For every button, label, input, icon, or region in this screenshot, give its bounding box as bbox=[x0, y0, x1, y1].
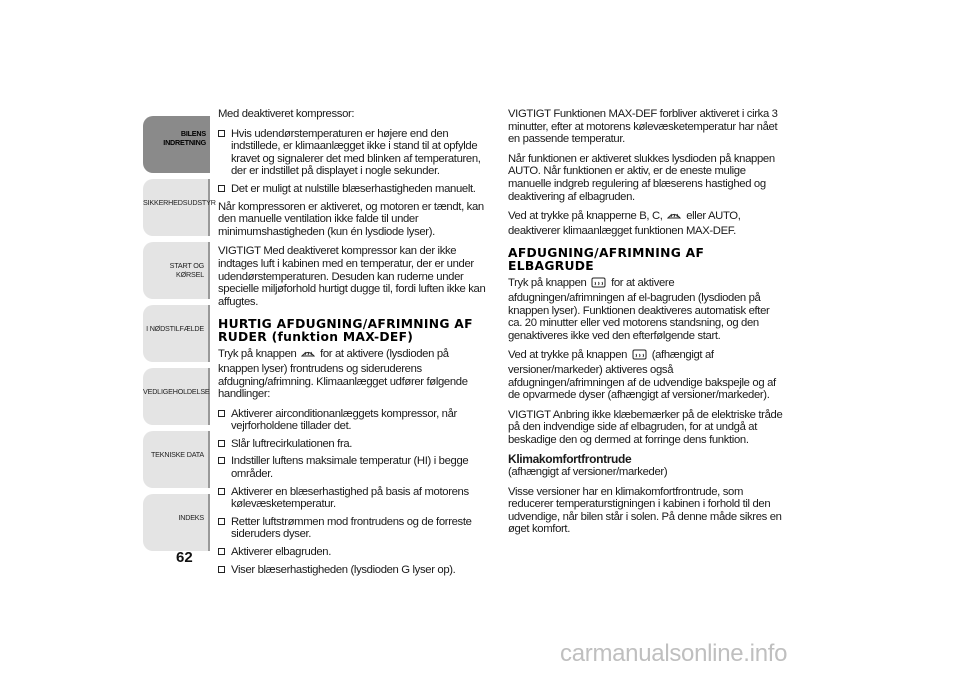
list-item bbox=[218, 455, 490, 480]
paragraph: Når kompressoren er aktiveret, og motoren er tændt, kan den manuelle ventilation ikke falde til under minimumshastigheden (kun én lysdiode lyser). bbox=[218, 200, 484, 238]
tab-label: BILENS bbox=[180, 129, 206, 138]
list-item-text: Aktiverer elbagruden. bbox=[231, 546, 332, 559]
tab-i-nodstilfaelde[interactable] bbox=[143, 305, 210, 362]
list-item-text: Retter luftstrømmen mod frontrudens og de forreste sideruders dyser. bbox=[231, 515, 472, 541]
checkbox-bullet-icon bbox=[218, 548, 225, 555]
left-column bbox=[218, 108, 490, 581]
tab-label: INDEKS bbox=[178, 513, 204, 522]
list-item-text: Viser blæserhastigheden (lysdioden G lyser op). bbox=[231, 563, 456, 576]
list-item-text: Hvis udendørstemperaturen er højere end den indstillede, er klimaanlægget ikke i stand til at opfylde kravet og signalerer det med blinken af temperaturen, der er indstillet på displayet i nogle sekunder. bbox=[231, 127, 481, 178]
tab-label: I NØDSTILFÆLDE bbox=[146, 324, 204, 333]
version-note: (afhængigt af versioner/markeder) bbox=[508, 466, 668, 479]
paragraph: Med deaktiveret kompressor: bbox=[218, 108, 355, 120]
tab-start-og-korsel[interactable] bbox=[143, 242, 210, 299]
tab-label: INDRETNING bbox=[163, 138, 206, 147]
text: Ved at trykke på knappen bbox=[508, 349, 628, 362]
page-number: 62 bbox=[176, 549, 193, 566]
rear-defrost-icon bbox=[632, 349, 647, 364]
tab-indeks[interactable] bbox=[143, 494, 210, 551]
tab-bilens-indretning[interactable] bbox=[143, 116, 210, 173]
list-item bbox=[218, 516, 490, 541]
paragraph bbox=[508, 277, 784, 342]
paragraph bbox=[508, 349, 784, 401]
tab-label: TEKNISKE DATA bbox=[150, 450, 204, 459]
list-item-text: Det er muligt at nulstille blæserhastigheden manuelt. bbox=[231, 182, 476, 195]
paragraph bbox=[218, 348, 490, 400]
paragraph: Visse versioner har en klimakomfortfrontrude, som reducerer temperaturstigningen i kabinen i forhold til den udvendige, når bilen står i solen. På denne måde sikres en øget komfort. bbox=[508, 485, 782, 536]
rear-defrost-icon bbox=[591, 277, 606, 292]
watermark: carmanualsonline.info bbox=[560, 640, 788, 667]
section-heading: AFDUGNING/AFRIMNING AF ELBAGRUDE bbox=[508, 246, 705, 273]
list-item-text: Aktiverer airconditionanlæggets kompressor, når vejrforholdene tillader det. bbox=[231, 407, 457, 433]
text: (afhængigt af versioner/markeder) aktiveres også afdugningen/afrimningen af de udvendige bakspejle og af de opvarmede dyser (afhængigt af versioner/markeder). bbox=[508, 349, 776, 402]
tab-label: START OG KØRSEL bbox=[169, 261, 204, 279]
checkbox-bullet-icon bbox=[218, 518, 225, 525]
list-item bbox=[218, 546, 490, 559]
paragraph: VIGTIGT Funktionen MAX-DEF forbliver aktiveret i cirka 3 minutter, efter at motorens kølevæsketemperatur har nået en passende temperatur. bbox=[508, 108, 778, 146]
text: Tryk på knappen bbox=[218, 348, 297, 361]
text: Ved at trykke på knapperne B, C, bbox=[508, 210, 663, 223]
list-item bbox=[218, 408, 490, 433]
tab-vedligeholdelse[interactable] bbox=[143, 368, 210, 425]
list-item bbox=[218, 128, 490, 178]
checkbox-bullet-icon bbox=[218, 185, 225, 192]
checkbox-bullet-icon bbox=[218, 410, 225, 417]
tab-tekniske-data[interactable] bbox=[143, 431, 210, 488]
paragraph: VIGTIGT Anbring ikke klæbemærker på de elektriske tråde på den indvendige side af elbagruden, for at undgå at beskadige den og dermed at forringe dens funktion. bbox=[508, 408, 783, 446]
list-item-text: Slår luftrecirkulationen fra. bbox=[231, 437, 353, 450]
tab-label: SIKKERHEDSUDSTYR bbox=[143, 198, 216, 207]
checkbox-bullet-icon bbox=[218, 440, 225, 447]
section-heading: HURTIG AFDUGNING/AFRIMNING AF RUDER (funktion MAX-DEF) bbox=[218, 317, 473, 344]
list-item bbox=[218, 438, 490, 451]
list-item-text: Indstiller luftens maksimale temperatur (HI) i begge områder. bbox=[231, 455, 469, 481]
front-defrost-icon bbox=[667, 210, 681, 225]
right-column bbox=[508, 108, 784, 543]
text: Tryk på knappen bbox=[508, 277, 587, 290]
text: for at aktivere (lysdioden på knappen lyser) frontrudens og sideruderens afdugning/afrimning. Klimaanlægget udfører følgende handlinger: bbox=[218, 348, 468, 401]
list-item bbox=[218, 564, 490, 577]
checkbox-bullet-icon bbox=[218, 488, 225, 495]
checkbox-bullet-icon bbox=[218, 130, 225, 137]
checkbox-bullet-icon bbox=[218, 457, 225, 464]
list-item bbox=[218, 486, 490, 511]
subheading: Klimakomfortfrontrude bbox=[508, 452, 632, 467]
section-tabs bbox=[143, 116, 216, 557]
tab-sikkerhedsudstyr[interactable] bbox=[143, 179, 216, 236]
list-item bbox=[218, 183, 490, 196]
paragraph bbox=[508, 210, 784, 237]
checkbox-bullet-icon bbox=[218, 566, 225, 573]
front-defrost-icon bbox=[301, 348, 315, 363]
list-item-text: Aktiverer en blæserhastighed på basis af motorens kølevæsketemperatur. bbox=[231, 485, 469, 511]
tab-label: VEDLIGEHOLDELSE bbox=[143, 387, 210, 396]
text: eller AUTO, deaktiverer klimaanlægget funktionen MAX-DEF. bbox=[508, 210, 741, 237]
text: for at aktivere afdugningen/afrimningen af el-bagruden (lysdioden på knappen lyser). Funktionen deaktiveres automatisk efter ca. 20 minutter eller ved motorens standsning, og den genaktiveres ikke ved den efterfølgende start. bbox=[508, 277, 770, 342]
paragraph: VIGTIGT Med deaktiveret kompressor kan der ikke indtages luft i kabinen med en temperatur, der er under udendørstemperaturen. Desuden kan ruderne under specielle miljøforhold hurtigt dugge til, fordi luften ikke kan affugtes. bbox=[218, 245, 486, 308]
paragraph: Når funktionen er aktiveret slukkes lysdioden på knappen AUTO. Når funktionen er aktiv, er de eneste mulige manuelle indgreb regulering af blæserens hastighed og deaktivering af elbagruden. bbox=[508, 152, 775, 203]
